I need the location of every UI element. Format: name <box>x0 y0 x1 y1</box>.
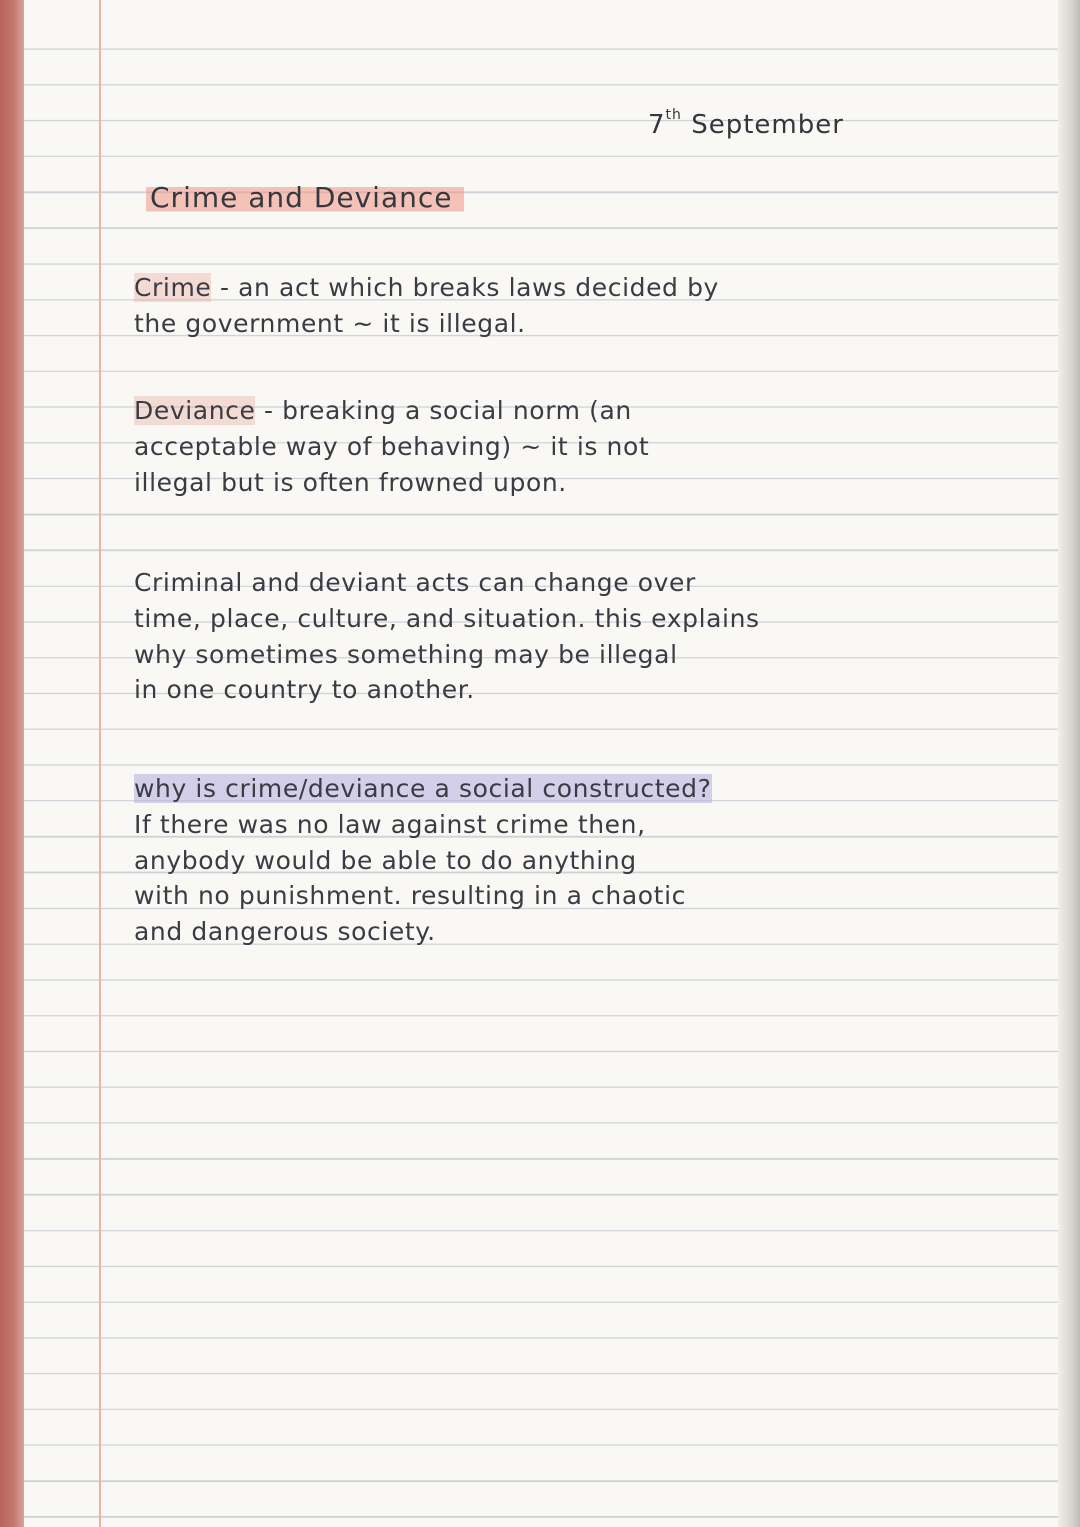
deviance-definition <box>134 393 649 500</box>
criminal-line-3: why sometimes something may be illegal <box>134 639 678 669</box>
deviance-line-1 <box>134 393 649 429</box>
date-suffix: th <box>665 107 682 123</box>
criminal-line-1: Criminal and deviant acts can change over <box>134 568 696 597</box>
question-heading-text: why is crime/deviance a social constructed? <box>134 774 712 803</box>
page-title <box>146 181 464 214</box>
question-line-4: with no punishment. resulting in a chaotic <box>134 881 686 911</box>
question-line-2: If there was no law against crime then, <box>134 809 646 839</box>
crime-definition <box>134 270 719 342</box>
notebook-binding <box>0 0 24 1527</box>
criminal-acts-paragraph <box>134 565 760 708</box>
page-edge <box>1058 0 1080 1527</box>
deviance-term: Deviance <box>134 396 256 425</box>
deviance-line-1-text: - breaking a social norm (an <box>255 396 632 425</box>
question-line-5: and dangerous society. <box>134 917 436 947</box>
question-heading <box>134 771 712 807</box>
criminal-line-2: time, place, culture, and situation. this explains <box>134 603 760 633</box>
crime-term: Crime <box>134 273 212 302</box>
crime-line-1-text: - an act which breaks laws decided by <box>211 273 719 302</box>
question-line-3: anybody would be able to do anything <box>134 845 637 875</box>
margin-line <box>99 0 101 1527</box>
crime-line-1 <box>134 270 719 306</box>
date-day: 7 <box>648 110 666 140</box>
date-month: September <box>691 110 844 140</box>
date-heading <box>648 107 844 140</box>
deviance-line-3: illegal but is often frowned upon. <box>134 467 567 497</box>
criminal-line-4: in one country to another. <box>134 675 475 705</box>
social-construct-paragraph <box>134 771 712 950</box>
deviance-line-2: acceptable way of behaving) ~ it is not <box>134 431 650 461</box>
crime-line-2: the government ~ it is illegal. <box>134 308 526 338</box>
page-title-text: Crime and Deviance <box>146 181 464 214</box>
